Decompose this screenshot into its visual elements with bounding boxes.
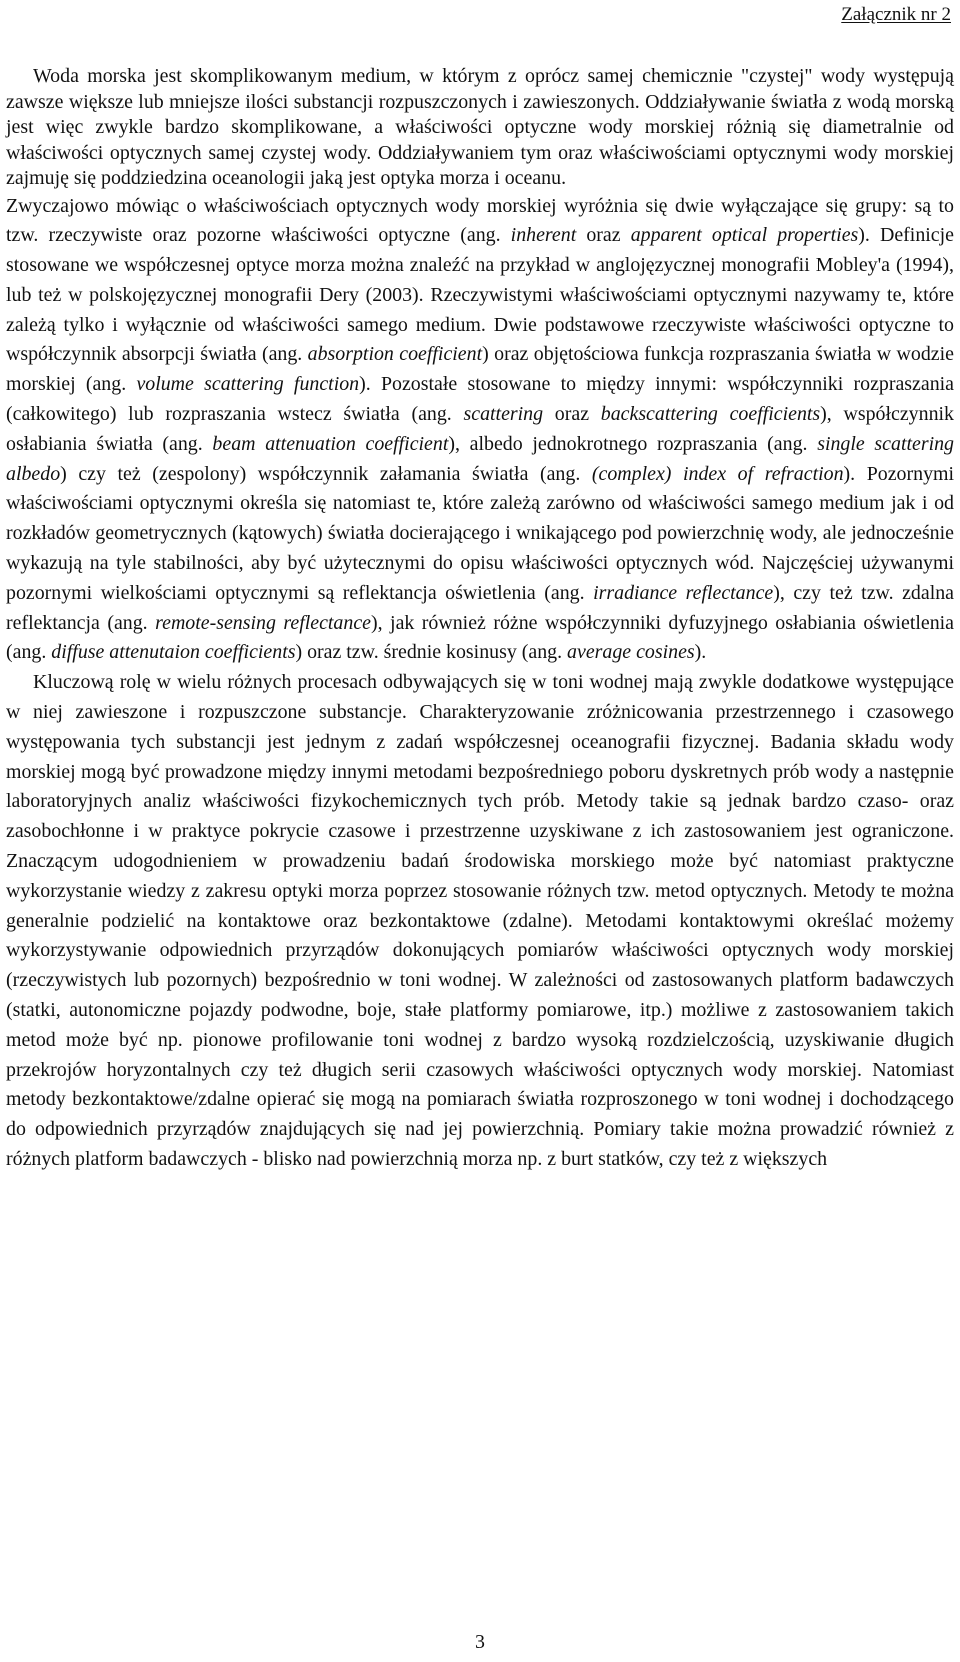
english-term: backscattering coefficients (600, 403, 821, 426)
english-term: absorption coefficient (307, 343, 483, 366)
text-run: ) czy też (zespolony) współczynnik załamania światła (ang. (60, 462, 592, 485)
english-term: apparent optical properties (630, 224, 859, 247)
text-run: ). (694, 641, 707, 664)
text-run: ). Pozostałe stosowane to między innymi: współczynniki rozpraszania (całkowitego) lub rozpraszania wstecz światła (ang. (6, 373, 954, 426)
text-run: oraz (543, 403, 601, 426)
english-term: scattering (463, 403, 544, 426)
page-number: 3 (475, 1631, 485, 1653)
text-run: ), albedo jednokrotnego rozpraszania (ang. (448, 432, 818, 455)
english-term: volume scattering function (136, 373, 360, 396)
text-run: ). Definicje stosowane we współczesnej optyce morza można znaleźć na przykład w anglojęzycznej monografii Mobley'a (1994), lub też w polskojęzycznej monografii Dery (2003). Rzeczywistymi właściwościami optycznymi nazywamy te, które zależą tylko i wyłącznie od właściwości samego medium. Dwie podstawowe rzeczywiste właściwości optyczne to współczynnik absorpcji światła (ang. (6, 224, 954, 366)
text-run: ). Pozornymi właściwościami optycznymi określa się natomiast te, które zależą zarówno od właściwości samego medium jak i od rozkładów geometrycznych (kątowych) światła docierającego i wnikającego pod powierzchnię wody, ale jednocześnie wykazują na tyle stabilności, aby być użytecznymi do opisu właściwości optycznych wód. Najczęściej używanymi pozornymi wielkościami optycznymi są reflektancja oświetlenia (ang. (6, 462, 955, 604)
english-term: remote-sensing reflectance (155, 611, 371, 634)
text-run: ) oraz objętościowa funkcja rozpraszania światła w wodzie morskiej (ang. (6, 343, 954, 396)
english-term: diffuse attenutaion coefficients (51, 641, 296, 664)
paragraph-optical-methods (6, 668, 954, 1175)
text-run: ) oraz tzw. średnie kosinusy (ang. (295, 641, 568, 664)
english-term: single scattering albedo (6, 432, 954, 485)
english-term: (complex) index of refraction (591, 462, 844, 485)
text-run: Zwyczajowo mówiąc o właściwościach optycznych wody morskiej wyróżnia się dwie wyłączające się grupy: są to tzw. rzeczywiste oraz pozorne właściwości optyczne (ang. (6, 194, 954, 247)
paragraph-intro (6, 64, 954, 192)
english-term: inherent (510, 224, 577, 247)
english-term: average cosines (567, 641, 695, 664)
text-run: ), czy też tzw. zdalna reflektancja (ang. (6, 581, 955, 634)
text-run: oraz (576, 224, 631, 247)
document-body (6, 64, 954, 1175)
text-run: ), współczynnik osłabiania światła (ang. (6, 403, 954, 455)
paragraph-intro-text: Woda morska jest skomplikowanym medium, w którym z oprócz samej chemicznie "czystej" wody występują zawsze większe lub mniejsze ilości substancji rozpuszczonych i zawieszonych. Oddziaływanie światła z wodą morską jest więc zwykle bardzo skomplikowane, a właściwości optyczne wody morskiej różnią się diametralnie od właściwości optycznych samej czystej wody. Oddziaływaniem tym oraz właściwościami optycznymi wody morskiej zajmuję się poddziedzina oceanologii jaką jest optyka morza i oceanu. (6, 65, 954, 189)
english-term: irradiance reflectance (593, 581, 774, 604)
english-term: beam attenuation coefficient (212, 432, 449, 455)
attachment-label: Załącznik nr 2 (841, 4, 951, 25)
paragraph-optical-properties (6, 192, 954, 669)
paragraph-optical-methods-text: Kluczową rolę w wielu różnych procesach odbywających się w toni wodnej mają zwykle dodatkowe występujące w niej zawieszone i rozpuszczone substancje. Charakteryzowanie zróżnicowania przestrzennego i czasowego występowania tych substancji jest jednym z zadań współczesnej oceanografii fizycznej. Badania składu wody morskiej mogą być prowadzone między innymi metodami bezpośredniego poboru dyskretnych prób wody a następnie laboratoryjnych analiz właściwości fizykochemicznych tych prób. Metody takie są jednak bardzo czaso- oraz zasobochłonne i w praktyce pokrycie czasowe i przestrzenne uzyskiwane z ich zastosowaniem jest ograniczone. Znaczącym udogodnieniem w prowadzeniu badań środowiska morskiego może być natomiast praktyczne wykorzystanie wiedzy z zakresu optyki morza poprzez stosowanie różnych tzw. metod optycznych. Metody te można generalnie podzielić na kontaktowe oraz bezkontaktowe (zdalne). Metodami kontaktowymi określać możemy wykorzystywanie odpowiednich przyrządów dokonujących pomiarów właściwości optycznych wody morskiej (rzeczywistych lub pozornych) bezpośrednio w toni wodnej. W zależności od zastosowanych platform badawczych (statki, autonomiczne pojazdy podwodne, boje, stałe platformy pomiarowe, itp.) możliwe z zastosowaniem takich metod może być np. pionowe profilowanie toni wodnej z bardzo wysoką rozdzielczością, uzyskiwanie długich przekrojów horyzontalnych czy też długich serii czasowych właściwości optycznych wody morskiej. Natomiast metody bezkontaktowe/zdalne opierać się mogą na pomiarach światła rozproszonego w toni wodnej i dochodzącego do odpowiednich przyrządów znajdujących się nad jej powierzchnią. Pomiary takie można prowadzić również z różnych platform badawczych - blisko nad powierzchnią morza np. z burt statków, czy też z większych (6, 671, 954, 1170)
text-run: ), jak również różne współczynniki dyfuzyjnego osłabiania oświetlenia (ang. (6, 611, 954, 664)
